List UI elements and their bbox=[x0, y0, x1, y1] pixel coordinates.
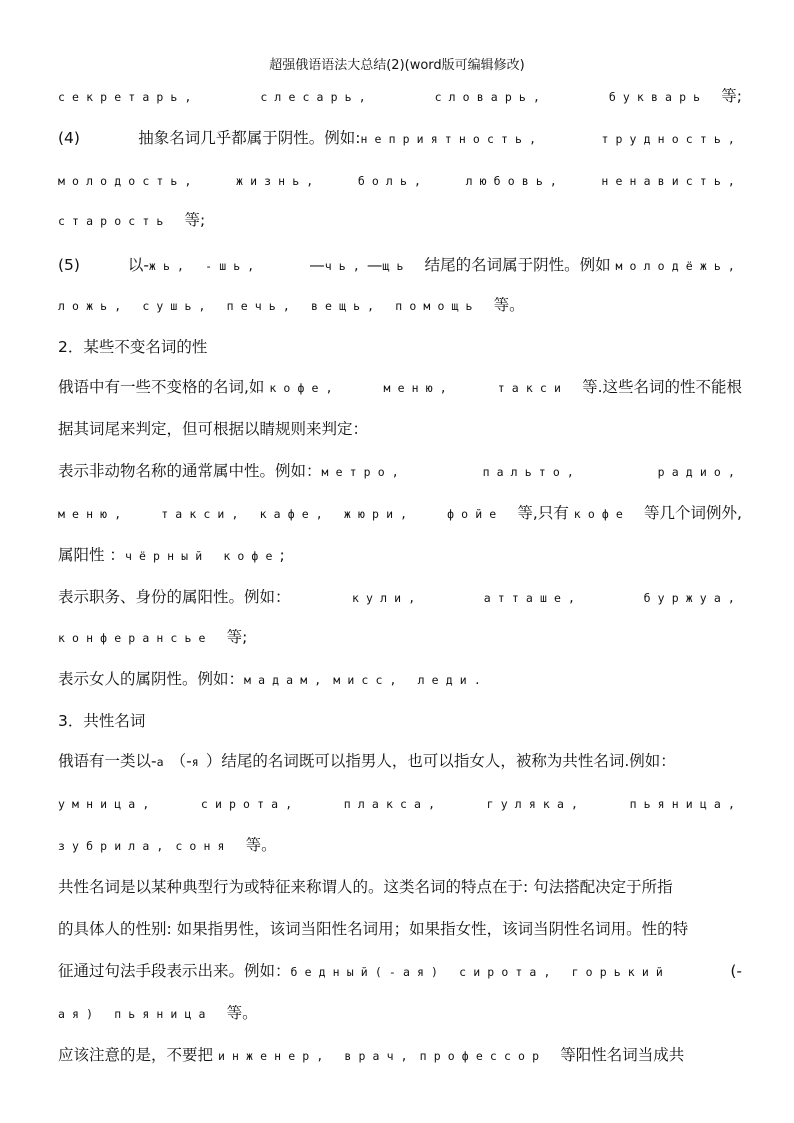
text-segment: умница, bbox=[58, 797, 157, 811]
text-segment: 2．某些不变名词的性 bbox=[58, 338, 208, 356]
text-line bbox=[58, 503, 742, 524]
text-segment: 抽象名词几乎都属于阴性。例如:неприятность, bbox=[138, 129, 544, 147]
text-segment: жизнь, bbox=[236, 174, 321, 188]
text-segment: молодость, bbox=[58, 174, 199, 188]
text-line bbox=[58, 170, 742, 191]
text-line bbox=[58, 128, 742, 149]
text-line bbox=[58, 1045, 742, 1066]
text-segment: 征通过句法手段表示出来。例如：бедный(-ая) сирота, горький bbox=[58, 962, 670, 980]
text-line bbox=[58, 86, 742, 107]
text-segment: 表示职务、身份的属阳性。例如： bbox=[58, 588, 291, 606]
text-line bbox=[58, 337, 742, 357]
text-line bbox=[58, 751, 742, 772]
text-segment: ая) пьяница 等。 bbox=[58, 1004, 258, 1022]
text-segment: гуляка, bbox=[486, 797, 586, 811]
text-segment: зубрила, bbox=[58, 839, 171, 853]
text-segment: 俄语中有一些不变格的名词,如 кофе, bbox=[58, 378, 340, 396]
text-segment: (5) bbox=[58, 256, 80, 274]
text-segment: соня 等。 bbox=[175, 836, 277, 854]
text-segment: —чь,—щь 结尾的名词属于阴性。例如 молодёжь, bbox=[309, 256, 742, 274]
text-segment: сирота, bbox=[200, 797, 300, 811]
text-segment: 表示非动物名称的通常属中性。例如：метро, bbox=[58, 462, 406, 480]
text-segment: профессор 等阳性名词当成共 bbox=[419, 1046, 685, 1064]
text-segment: атташе, bbox=[483, 591, 583, 605]
text-segment: 应该注意的是，不要把 инженер, врач, bbox=[58, 1046, 415, 1064]
text-segment: такси 等.这些名词的性不能根 bbox=[497, 378, 742, 396]
text-segment: словарь, bbox=[434, 90, 548, 104]
text-segment: фойе 等,只有 кофе 等几个词例外, bbox=[447, 504, 742, 522]
text-line bbox=[58, 793, 742, 814]
text-line bbox=[58, 545, 742, 566]
text-line bbox=[58, 587, 742, 608]
text-segment: пьяница, bbox=[629, 797, 742, 811]
text-segment: 属阳性 ：чёрный кофе; bbox=[58, 546, 285, 564]
text-line bbox=[58, 461, 742, 482]
text-line bbox=[58, 835, 742, 856]
text-segment: трудность, bbox=[601, 132, 742, 146]
text-line bbox=[58, 419, 742, 439]
text-segment: 共性名词是以某种典型行为或特征来称谓人的。这类名词的特点在于: 句法搭配决定于所指 bbox=[58, 878, 673, 896]
text-line bbox=[58, 711, 742, 731]
text-segment: мисс, леди. bbox=[333, 673, 488, 687]
text-line bbox=[58, 669, 742, 690]
text-segment: конферансье 等; bbox=[58, 628, 248, 646]
text-segment: 俄语有一类以-а（-я）结尾的名词既可以指男人，也可以指女人，被称为共性名词.例如： bbox=[58, 752, 676, 770]
text-line bbox=[58, 255, 742, 276]
text-line bbox=[58, 210, 742, 231]
text-segment: радио, bbox=[657, 465, 742, 479]
text-segment: буржуа, bbox=[643, 591, 742, 605]
text-segment: 3．共性名词 bbox=[58, 712, 146, 730]
text-segment: (4) bbox=[58, 129, 80, 147]
text-segment: старость 等; bbox=[58, 211, 206, 229]
text-segment: (- bbox=[730, 962, 742, 980]
text-segment: кули, bbox=[351, 591, 423, 605]
text-segment: боль, bbox=[357, 174, 429, 188]
text-line bbox=[58, 961, 742, 982]
text-line bbox=[58, 1003, 742, 1024]
text-segment: плакса, bbox=[343, 797, 443, 811]
page-header-title: 超强俄语语法大总结(2)(word版可编辑修改) bbox=[269, 58, 525, 73]
text-line bbox=[58, 627, 742, 648]
text-line bbox=[58, 919, 742, 939]
text-line bbox=[58, 295, 742, 316]
text-segment: любовь, bbox=[465, 174, 564, 188]
text-segment: 的具体人的性别: 如果指男性，该词当阳性名词用；如果指女性，该词当阴性名词用。性的特 bbox=[58, 920, 689, 938]
text-segment: 表示女人的属阴性。例如：мадам, bbox=[58, 670, 329, 688]
text-segment: 以-жь, -шь, bbox=[127, 256, 262, 274]
text-line bbox=[58, 377, 742, 398]
text-segment: слесарь, bbox=[260, 90, 373, 104]
text-segment: секретарь, bbox=[58, 90, 199, 104]
text-segment: такси, кафе, жюри, bbox=[161, 507, 415, 521]
text-segment: пальто, bbox=[482, 465, 581, 479]
text-segment: букварь 等; bbox=[608, 87, 742, 105]
text-segment: меню, bbox=[383, 381, 454, 395]
text-segment: 据其词尾来判定，但可根据以睛规则来判定： bbox=[58, 420, 369, 438]
text-segment: меню, bbox=[58, 507, 129, 521]
text-line bbox=[58, 877, 742, 897]
text-segment: ненависть, bbox=[601, 174, 742, 188]
text-segment: ложь, сушь, печь, вещь, помощь 等。 bbox=[58, 296, 525, 314]
